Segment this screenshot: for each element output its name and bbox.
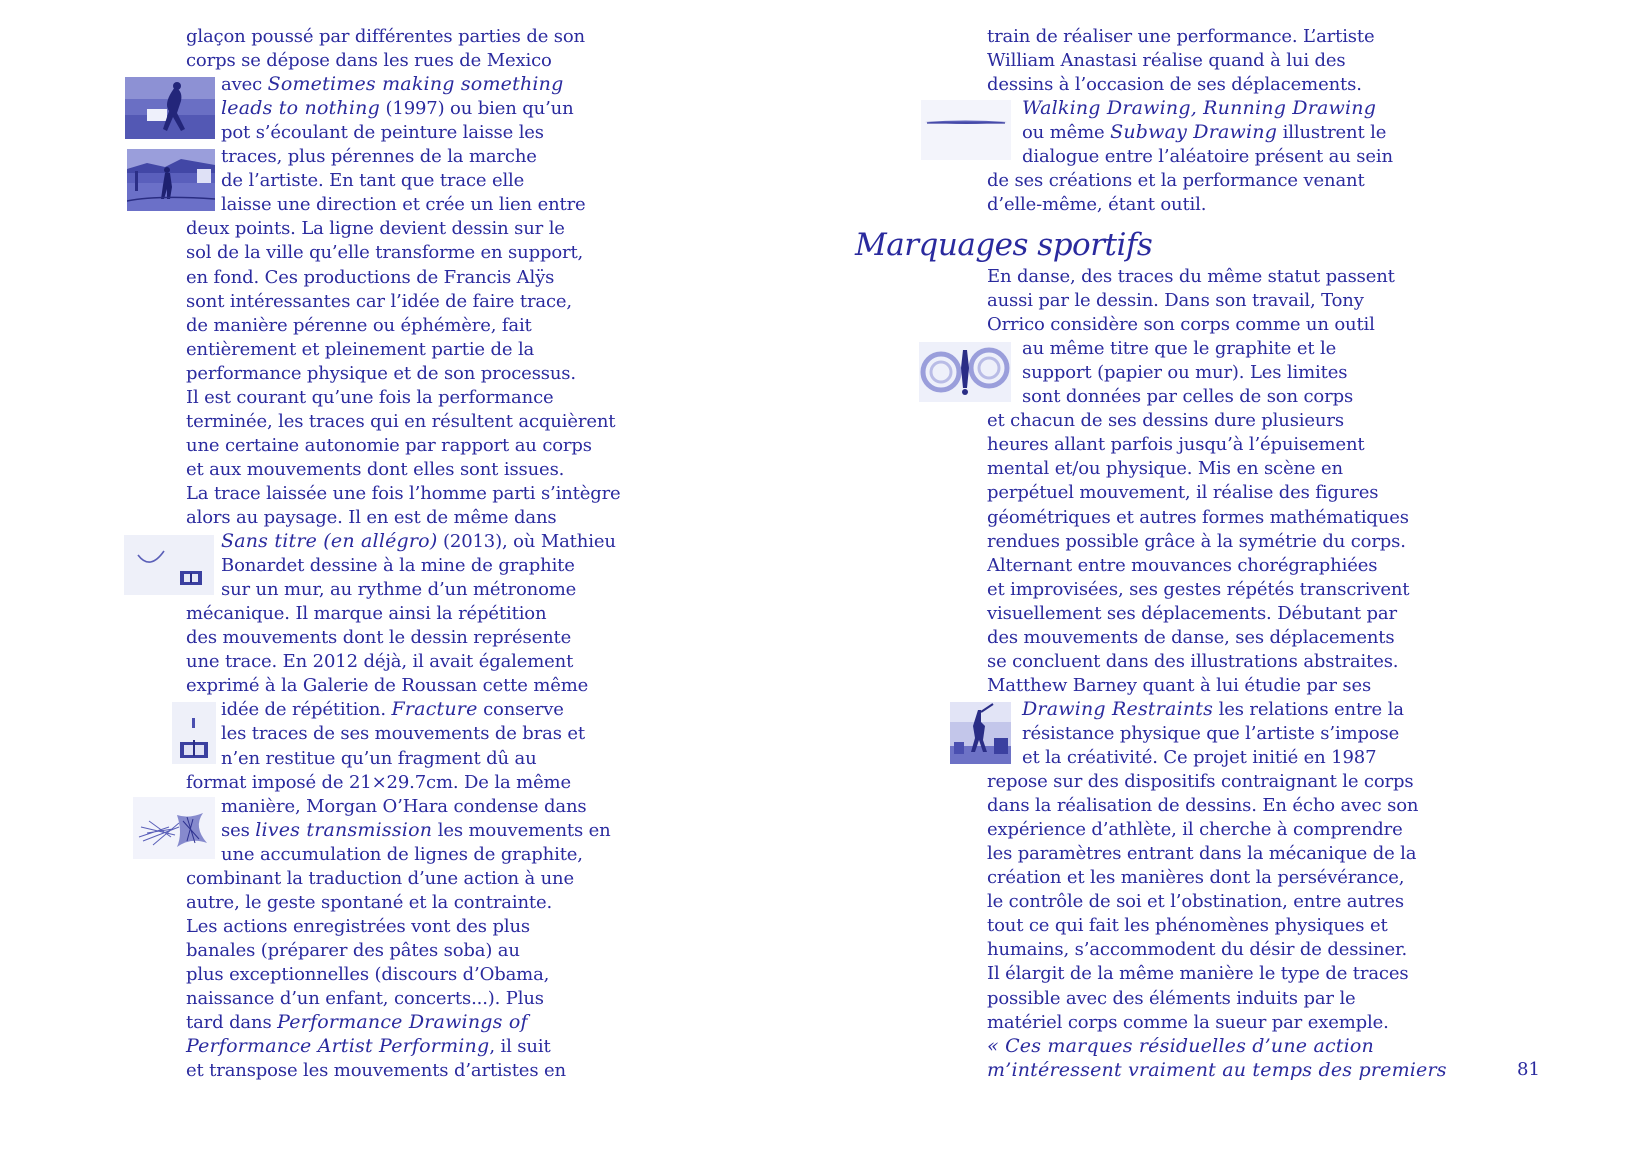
text-line — [221, 818, 611, 843]
text-line — [186, 337, 534, 362]
text-line — [987, 937, 1407, 962]
text-line — [987, 817, 1403, 842]
italic-title-text: Performance Drawings of — [277, 1011, 528, 1034]
text-segment: au même titre que le graphite et le — [1022, 338, 1337, 360]
text-line — [221, 120, 544, 145]
text-segment: matériel corps comme la sueur par exemple. — [987, 1011, 1389, 1033]
text-segment: aussi par le dessin. Dans son travail, Tony — [987, 290, 1364, 312]
text-segment: terminée, les traces qui en résultent acquièrent — [186, 410, 616, 432]
text-segment: mental et/ou physique. Mis en scène en — [987, 458, 1343, 480]
text-segment: combinant la traduction d’une action à une — [186, 867, 575, 889]
text-segment: de ses créations et la performance venant — [987, 170, 1365, 192]
text-segment: glaçon poussé par différentes parties de son — [186, 26, 585, 47]
text-line — [221, 553, 575, 578]
text-segment: laisse une direction et crée un lien entre — [221, 194, 586, 216]
text-line — [186, 1034, 551, 1059]
text-line — [186, 240, 583, 265]
text-segment: Les actions enregistrées vont des plus — [186, 915, 530, 937]
text-line — [186, 1058, 566, 1083]
text-line — [987, 913, 1388, 938]
text-line — [987, 961, 1408, 986]
text-line — [221, 168, 524, 193]
text-line — [987, 577, 1409, 602]
text-line — [987, 48, 1345, 73]
text-line — [987, 264, 1395, 289]
italic-title-text: m’intéressent vraiment au temps des premiers — [987, 1058, 1447, 1081]
text-line — [987, 889, 1404, 914]
text-segment: géométriques et autres formes mathématiques — [987, 506, 1409, 528]
text-line — [987, 601, 1397, 626]
text-line — [987, 1058, 1447, 1083]
text-segment: performance physique et de son processus. — [186, 362, 576, 384]
text-segment: William Anastasi réalise quand à lui des — [987, 50, 1346, 72]
text-segment: plus exceptionnelles (discours d’Obama, — [186, 963, 550, 985]
text-segment: sol de la ville qu’elle transforme en support, — [186, 242, 584, 264]
text-segment: heures allant parfois jusqu’à l’épuisement — [987, 434, 1365, 456]
text-segment: d’elle-même, étant outil. — [987, 194, 1207, 216]
text-segment: traces, plus pérennes de la marche — [221, 146, 537, 168]
text-segment: n’en restitue qu’un fragment dû au — [221, 747, 537, 769]
text-segment: ses — [221, 819, 256, 841]
text-segment: Alternant entre mouvances chorégraphiées — [987, 554, 1378, 576]
italic-title-text: « Ces marques résiduelles d’une action — [987, 1034, 1374, 1057]
text-line — [987, 505, 1409, 530]
text-line — [186, 914, 530, 939]
text-line — [221, 72, 563, 97]
italic-title-text: lives transmission — [255, 818, 433, 841]
section-heading: Marquages sportifs — [855, 227, 1153, 263]
text-segment: les relations entre la — [1213, 698, 1404, 720]
text-line — [186, 48, 552, 73]
text-line — [987, 72, 1362, 97]
text-segment: une accumulation de lignes de graphite, — [221, 843, 583, 865]
text-line — [186, 866, 574, 891]
text-segment: Il élargit de la même manière le type de traces — [987, 963, 1409, 985]
text-line — [221, 842, 583, 867]
text-segment: support (papier ou mur). Les limites — [1022, 362, 1348, 384]
text-line — [1022, 144, 1393, 169]
anastasi-walking-drawing-photo — [921, 100, 1011, 160]
text-line — [186, 1010, 528, 1035]
text-segment: train de réaliser une performance. L’artiste — [987, 26, 1375, 47]
text-segment: tout ce qui fait les phénomènes physiques et — [987, 915, 1388, 937]
text-segment: visuellement ses déplacements. Débutant par — [987, 602, 1397, 624]
text-segment: dans la réalisation de dessins. En écho avec son — [987, 795, 1419, 817]
text-segment: des mouvements de danse, ses déplacements — [987, 626, 1395, 648]
alys-ice-block-photo — [125, 77, 215, 139]
text-segment: repose sur des dispositifs contraignant le corps — [987, 771, 1414, 793]
text-line — [221, 721, 585, 746]
text-segment: se concluent dans des illustrations abstraites. — [987, 650, 1399, 672]
text-line — [987, 408, 1344, 433]
text-line — [186, 962, 549, 987]
text-line — [1022, 336, 1336, 361]
text-segment: perpétuel mouvement, il réalise des figures — [987, 482, 1379, 504]
bonardet-sans-titre-photo — [124, 535, 214, 595]
text-segment: idée de répétition. — [221, 699, 392, 721]
text-line — [1022, 745, 1376, 770]
text-segment: exprimé à la Galerie de Roussan cette même — [186, 675, 589, 697]
text-segment: des mouvements dont le dessin représente — [186, 627, 572, 649]
text-line — [221, 529, 616, 554]
text-line — [186, 313, 532, 338]
text-segment: alors au paysage. Il en est de même dans — [186, 507, 557, 528]
text-segment: humains, s’accommodent du désir de dessiner. — [987, 939, 1408, 961]
text-line — [186, 433, 592, 458]
text-segment: sont intéressantes car l’idée de faire trace, — [186, 290, 572, 312]
page-number: 81 — [1517, 1059, 1540, 1080]
text-line — [221, 697, 564, 722]
text-segment: mécanique. Il marque ainsi la répétition — [186, 603, 547, 625]
italic-title-text: Performance Artist Performing — [186, 1035, 490, 1058]
text-segment: pot s’écoulant de peinture laisse les — [221, 122, 544, 144]
text-segment: les mouvements en — [432, 819, 611, 841]
ohara-lives-transmission-photo — [133, 797, 215, 859]
text-segment: En danse, des traces du même statut passent — [987, 266, 1395, 287]
text-line — [221, 96, 574, 121]
italic-title-text: Sometimes making something — [267, 73, 564, 96]
text-segment: résistance physique que l’artiste s’impose — [1022, 722, 1400, 744]
text-segment: sur un mur, au rythme d’un métronome — [221, 579, 577, 601]
text-line — [186, 361, 576, 386]
text-line — [221, 794, 586, 819]
text-line — [221, 192, 586, 217]
text-line — [186, 265, 554, 290]
text-segment: une certaine autonomie par rapport au corps — [186, 434, 592, 456]
text-line — [186, 649, 573, 674]
text-line — [987, 986, 1356, 1011]
text-segment: ou même — [1022, 122, 1111, 144]
text-segment: et transpose les mouvements d’artistes en — [186, 1060, 566, 1082]
italic-title-text: Sans titre (en allégro) — [221, 530, 438, 553]
text-segment: de l’artiste. En tant que trace elle — [221, 170, 525, 192]
italic-title-text: Drawing Restraints — [1022, 697, 1214, 720]
text-line — [1022, 360, 1347, 385]
text-segment: corps se dépose dans les rues de Mexico — [186, 50, 552, 72]
text-line — [1022, 96, 1376, 121]
text-line — [186, 216, 565, 241]
text-segment: manière, Morgan O’Hara condense dans — [221, 795, 587, 817]
italic-title-text: leads to nothing — [221, 97, 380, 120]
text-line — [987, 769, 1413, 794]
text-line — [186, 601, 546, 626]
text-segment: les paramètres entrant dans la mécanique de la — [987, 843, 1417, 865]
text-line — [987, 432, 1365, 457]
text-segment: sont données par celles de son corps — [1022, 386, 1354, 408]
text-segment: et la créativité. Ce projet initié en 1987 — [1022, 747, 1377, 768]
text-segment: et improvisées, ses gestes répétés transcrivent — [987, 578, 1410, 600]
orrico-circles-photo — [919, 342, 1011, 402]
text-line — [987, 841, 1416, 866]
text-segment: naissance d’un enfant, concerts...). Plus — [186, 988, 544, 1009]
text-line — [221, 746, 537, 771]
text-segment: La trace laissée une fois l’homme parti s’intègre — [186, 482, 621, 504]
text-line — [987, 288, 1364, 313]
text-segment: (1997) ou bien qu’un — [379, 98, 574, 120]
text-line — [186, 457, 564, 482]
text-line — [186, 385, 554, 410]
text-line — [186, 890, 552, 915]
text-segment: et aux mouvements dont elles sont issues. — [186, 458, 565, 480]
text-segment: Orrico considère son corps comme un outil — [987, 314, 1375, 336]
text-line — [221, 577, 576, 602]
text-segment: Il est courant qu’une fois la performance — [186, 386, 554, 408]
text-segment: , il suit — [489, 1036, 551, 1058]
text-line — [1022, 120, 1386, 145]
barney-drawing-restraint-photo — [950, 702, 1011, 764]
text-segment: de manière pérenne ou éphémère, fait — [186, 314, 532, 336]
text-segment: tard dans — [186, 1012, 278, 1034]
text-line — [987, 1010, 1389, 1035]
text-line — [1022, 384, 1353, 409]
text-segment: dialogue entre l’aléatoire présent au sein — [1022, 146, 1393, 168]
italic-title-text: Subway Drawing — [1110, 121, 1278, 144]
text-line — [987, 456, 1343, 481]
bonardet-fracture-photo — [172, 702, 216, 764]
text-segment: une trace. En 2012 déjà, il avait également — [186, 651, 574, 673]
text-segment: entièrement et pleinement partie de la — [186, 338, 535, 360]
text-line — [186, 986, 544, 1011]
text-segment: dessins à l’occasion de ses déplacements. — [987, 74, 1362, 96]
text-line — [186, 938, 520, 963]
text-line — [221, 144, 537, 169]
text-line — [987, 649, 1398, 674]
text-line — [987, 312, 1375, 337]
text-segment: rendues possible grâce à la symétrie du corps. — [987, 530, 1406, 552]
text-segment: et chacun de ses dessins dure plusieurs — [987, 410, 1344, 432]
text-line — [186, 625, 571, 650]
italic-title-text: Walking Drawing, Running Drawing — [1022, 97, 1377, 120]
alys-paint-walk-photo — [127, 149, 215, 211]
text-segment: création et les manières dont la persévérance, — [987, 867, 1405, 889]
text-segment: banales (préparer des pâtes soba) au — [186, 939, 520, 961]
text-line — [186, 481, 621, 506]
text-line — [987, 625, 1394, 650]
text-line — [987, 529, 1406, 554]
text-segment: format imposé de 21×29.7cm. De la même — [186, 771, 571, 793]
text-line — [987, 793, 1418, 818]
text-segment: en fond. Ces productions de Francis Alÿs — [186, 266, 555, 288]
text-segment: Matthew Barney quant à lui étudie par ses — [987, 674, 1372, 696]
text-line — [186, 289, 572, 314]
text-line — [186, 673, 588, 698]
text-segment: deux points. La ligne devient dessin sur le — [186, 218, 565, 240]
text-segment: les traces de ses mouvements de bras et — [221, 723, 585, 745]
text-line — [987, 480, 1378, 505]
text-segment: autre, le geste spontané et la contrainte. — [186, 891, 553, 913]
text-line — [1022, 721, 1399, 746]
text-segment: expérience d’athlète, il cherche à comprendre — [987, 819, 1403, 841]
text-segment: Bonardet dessine à la mine de graphite — [221, 555, 575, 577]
text-segment: avec — [221, 74, 268, 96]
text-line — [186, 409, 615, 434]
text-segment: conserve — [477, 699, 564, 721]
italic-title-text: Fracture — [391, 698, 478, 721]
text-line — [987, 865, 1404, 890]
text-segment: illustrent le — [1277, 122, 1387, 144]
text-line — [987, 1034, 1374, 1059]
right-page — [815, 0, 1630, 1152]
text-line — [987, 24, 1374, 49]
text-line — [1022, 697, 1404, 722]
text-segment: (2013), où Mathieu — [437, 531, 616, 553]
text-line — [987, 192, 1206, 217]
text-segment: possible avec des éléments induits par le — [987, 987, 1356, 1009]
text-line — [987, 168, 1365, 193]
text-line — [186, 505, 557, 530]
text-line — [186, 24, 585, 49]
text-line — [186, 770, 571, 795]
text-line — [987, 553, 1377, 578]
text-segment: le contrôle de soi et l’obstination, entre autres — [987, 891, 1404, 913]
text-line — [987, 673, 1371, 698]
